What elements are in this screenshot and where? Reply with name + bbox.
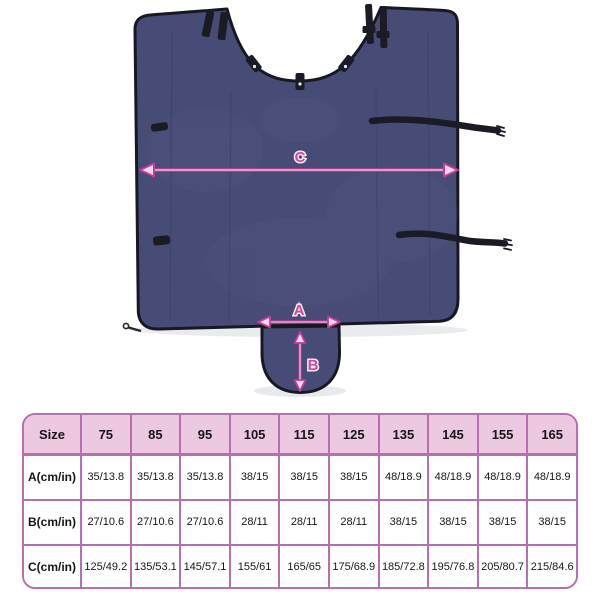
dimension-row-label: B(cm/in) — [23, 500, 81, 545]
size-value-cell: 48/18.9 — [478, 455, 528, 500]
size-table-head — [23, 414, 577, 455]
size-value-cell: 155/61 — [230, 545, 280, 590]
size-column-header: 155 — [478, 414, 528, 455]
dimension-label-a: A — [293, 302, 305, 319]
size-table-row — [23, 545, 577, 590]
size-value-cell: 165/65 — [279, 545, 329, 590]
size-value-cell: 27/10.6 — [131, 500, 181, 545]
size-value-cell: 27/10.6 — [81, 500, 131, 545]
size-value-cell: 125/49.2 — [81, 545, 131, 590]
size-value-cell: 48/18.9 — [428, 455, 478, 500]
dimension-row-label: C(cm/in) — [23, 545, 81, 590]
size-table-row — [23, 455, 577, 500]
size-value-cell: 215/84.6 — [527, 545, 577, 590]
size-column-header: 105 — [230, 414, 280, 455]
size-value-cell: 35/13.8 — [131, 455, 181, 500]
size-value-cell: 38/15 — [428, 500, 478, 545]
size-value-cell: 28/11 — [329, 500, 379, 545]
size-value-cell: 48/18.9 — [527, 455, 577, 500]
size-value-cell: 48/18.9 — [379, 455, 429, 500]
dimension-label-c: C — [294, 149, 306, 166]
size-value-cell: 38/15 — [478, 500, 528, 545]
size-value-cell: 205/80.7 — [478, 545, 528, 590]
size-value-cell: 175/68.9 — [329, 545, 379, 590]
size-column-header: 145 — [428, 414, 478, 455]
size-value-cell: 38/15 — [329, 455, 379, 500]
size-column-header: 75 — [81, 414, 131, 455]
size-column-header: 135 — [379, 414, 429, 455]
size-value-cell: 38/15 — [279, 455, 329, 500]
size-value-cell: 38/15 — [379, 500, 429, 545]
size-value-cell: 35/13.8 — [81, 455, 131, 500]
size-column-header: 95 — [180, 414, 230, 455]
size-table — [22, 413, 578, 589]
dimension-label-b: B — [307, 357, 319, 374]
size-value-cell: 28/11 — [230, 500, 280, 545]
size-value-cell: 145/57.1 — [180, 545, 230, 590]
size-value-cell: 135/53.1 — [131, 545, 181, 590]
size-value-cell: 185/72.8 — [379, 545, 429, 590]
size-column-header: 115 — [279, 414, 329, 455]
size-table-row — [23, 500, 577, 545]
size-value-cell: 28/11 — [279, 500, 329, 545]
size-column-header: 125 — [329, 414, 379, 455]
size-header-corner: Size — [23, 414, 81, 455]
size-table-header-row — [23, 414, 577, 455]
size-value-cell: 38/15 — [230, 455, 280, 500]
size-column-header: 85 — [131, 414, 181, 455]
dimension-row-label: A(cm/in) — [23, 455, 81, 500]
size-value-cell: 27/10.6 — [180, 500, 230, 545]
size-value-cell: 38/15 — [527, 500, 577, 545]
size-column-header: 165 — [527, 414, 577, 455]
size-table-body — [23, 455, 577, 590]
size-value-cell: 35/13.8 — [180, 455, 230, 500]
size-chart — [22, 413, 578, 589]
size-value-cell: 195/76.8 — [428, 545, 478, 590]
